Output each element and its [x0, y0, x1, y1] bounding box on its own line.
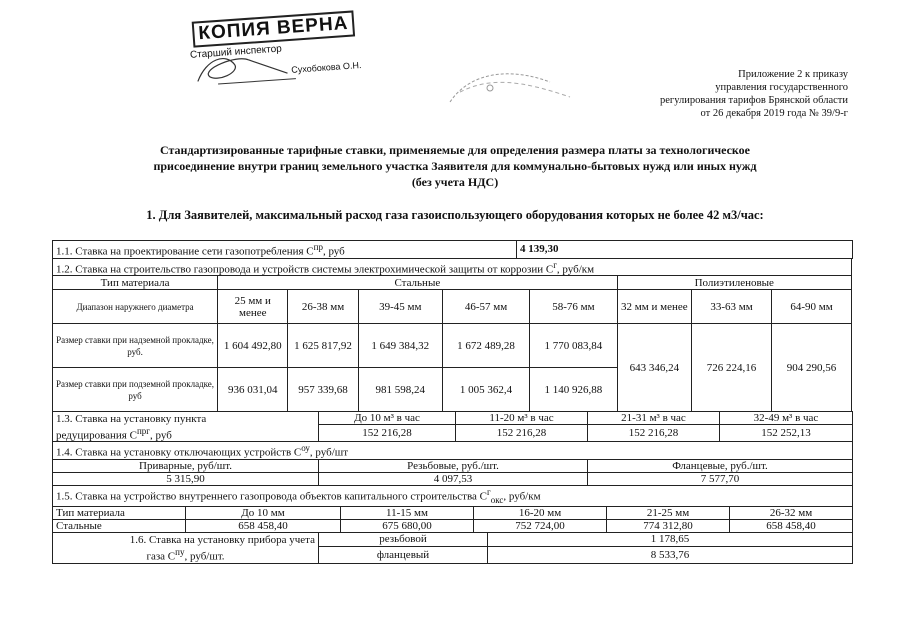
- s15-header: 21-25 мм: [607, 506, 730, 519]
- table-1-1: [52, 240, 853, 259]
- s12-diameter: 25 мм и менее: [218, 290, 288, 324]
- s15-header: До 10 мм: [186, 506, 341, 519]
- s15-header: 16-20 мм: [474, 506, 607, 519]
- s12-diameter: 46-57 мм: [442, 290, 529, 324]
- s11-label: 1.1. Ставка на проектирование сети газопотребления $С^{пр}$, руб: [53, 241, 517, 259]
- s12-diameter: 39-45 мм: [358, 290, 442, 324]
- s12-above-value: 1 625 817,92: [288, 324, 358, 368]
- s14-value: 7 577,70: [588, 473, 853, 486]
- s16-label-1: 1.6. Ставка на установку прибора учета: [53, 532, 319, 546]
- s15-header: 26-32 мм: [730, 506, 853, 519]
- s13-header: 11-20 м³ в час: [456, 412, 588, 425]
- s12-under-label: Размер ставки при подземной прокладке, руб: [53, 368, 218, 412]
- title-line: (без учета НДС): [411, 175, 499, 189]
- appendix-line: регулирования тарифов Брянской области: [660, 95, 848, 106]
- document-title: [60, 142, 850, 190]
- s13-header: До 10 м³ в час: [319, 412, 456, 425]
- s15-label: 1.5. Ставка на устройство внутреннего газопровода объектов капитального строительства $С^г_{окс}$, руб/км: [53, 486, 853, 507]
- s13-value: 152 252,13: [720, 425, 853, 442]
- s15-header: 11-15 мм: [341, 506, 474, 519]
- signature-icon: [186, 43, 299, 91]
- appendix-line: управления государственного: [715, 82, 848, 93]
- s15-row-label: Стальные: [53, 519, 186, 532]
- stamp-name: Сухобокова О.Н.: [290, 60, 362, 75]
- s13-value: 152 216,28: [456, 425, 588, 442]
- s14-label: 1.4. Ставка на установку отключающих устройств $С^{оу}$, руб/шт: [53, 442, 853, 460]
- s13-value: 152 216,28: [319, 425, 456, 442]
- table-1-3: [52, 411, 853, 442]
- stamp-copy-text: КОПИЯ ВЕРНА: [192, 10, 356, 47]
- s12-diameter: 32 мм и менее: [617, 290, 692, 324]
- s12-above-value: 1 649 384,32: [358, 324, 442, 368]
- stamp-inspector: Старший инспектор: [189, 43, 283, 61]
- s16-type: резьбовой: [319, 532, 488, 546]
- s12-under-value: 936 031,04: [218, 368, 288, 412]
- s12-poly-value: 643 346,24: [617, 324, 692, 412]
- s12-poly-value: 904 290,56: [772, 324, 852, 412]
- table-1-5: [52, 485, 853, 533]
- s12-above-value: 1 604 492,80: [218, 324, 288, 368]
- s12-material-header: Тип материала: [53, 276, 218, 290]
- s12-under-value: 1 005 362,4: [442, 368, 529, 412]
- tariff-tables: [52, 240, 852, 564]
- s14-value: 4 097,53: [319, 473, 588, 486]
- s12-under-value: 957 339,68: [288, 368, 358, 412]
- s14-header: Фланцевые, руб./шт.: [588, 460, 853, 473]
- table-1-6: [52, 532, 853, 564]
- s12-above-value: 1 672 489,28: [442, 324, 529, 368]
- appendix-note: [600, 68, 848, 120]
- s12-steel-header: Стальные: [218, 276, 617, 290]
- title-line: Стандартизированные тарифные ставки, применяемые для определения размера платы за технологическое: [159, 143, 751, 157]
- s12-poly-header: Полиэтиленовые: [617, 276, 851, 290]
- s15-value: 658 458,40: [730, 519, 853, 532]
- s13-header: 32-49 м³ в час: [720, 412, 853, 425]
- s12-under-value: 1 140 926,88: [530, 368, 617, 412]
- s15-value: 774 312,80: [607, 519, 730, 532]
- section-heading: 1. Для Заявителей, максимальный расход газа газоиспользующего оборудования которых не более 42 м3/час:: [146, 208, 764, 222]
- s16-label-2: газа $С^{пу}$, руб/шт.: [53, 546, 319, 563]
- s12-above-value: 1 770 083,84: [530, 324, 617, 368]
- s16-value: 8 533,76: [488, 546, 853, 563]
- s12-diameter: 58-76 мм: [530, 290, 617, 324]
- copy-stamp: [184, 10, 367, 94]
- title-line: присоединение внутри границ земельного участка Заявителя для коммунально-бытовых нужд или иных нужд: [153, 159, 757, 173]
- s12-above-label: Размер ставки при надземной прокладке, руб.: [53, 324, 218, 368]
- s13-value: 152 216,28: [588, 425, 720, 442]
- table-1-2: [52, 258, 852, 413]
- s16-type: фланцевый: [319, 546, 488, 563]
- s11-value: 4 139,30: [517, 241, 853, 259]
- s12-label: 1.2. Ставка на строительство газопровода и устройств системы электрохимической защиты от коррозии $С^г$, руб/км: [53, 258, 852, 276]
- s12-poly-value: 726 224,16: [692, 324, 772, 412]
- appendix-line: от 26 декабря 2019 года № 39/9-г: [700, 108, 848, 119]
- s15-material-header: Тип материала: [53, 506, 186, 519]
- s15-value: 658 458,40: [186, 519, 341, 532]
- s12-diameter-header: Диапазон наружнего диаметра: [53, 290, 218, 324]
- s14-header: Приварные, руб/шт.: [53, 460, 319, 473]
- s12-under-value: 981 598,24: [358, 368, 442, 412]
- s15-value: 752 724,00: [474, 519, 607, 532]
- s13-header: 21-31 м³ в час: [588, 412, 720, 425]
- s14-header: Резьбовые, руб./шт.: [319, 460, 588, 473]
- s12-diameter: 64-90 мм: [772, 290, 852, 324]
- s12-diameter: 26-38 мм: [288, 290, 358, 324]
- s16-value: 1 178,65: [488, 532, 853, 546]
- seal-icon: [430, 62, 580, 112]
- s12-diameter: 33-63 мм: [692, 290, 772, 324]
- s15-value: 675 680,00: [341, 519, 474, 532]
- s14-value: 5 315,90: [53, 473, 319, 486]
- appendix-line: Приложение 2 к приказу: [738, 69, 848, 80]
- table-1-4: [52, 441, 853, 486]
- s13-label-1: 1.3. Ставка на установку пункта: [53, 412, 319, 425]
- s13-label-2: редуцирования $С^{прг}$, руб: [53, 425, 319, 442]
